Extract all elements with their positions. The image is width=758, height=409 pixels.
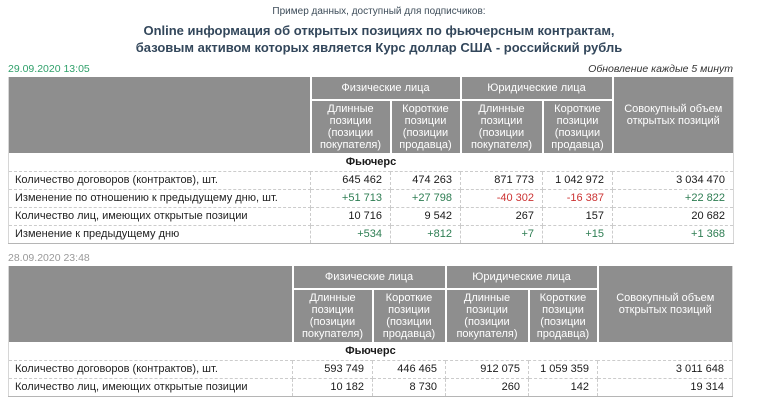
value-cell: 267	[461, 207, 543, 225]
row-label: Количество договоров (контрактов), шт.	[9, 171, 311, 189]
table-body	[9, 153, 734, 244]
col-header-short-legal: Короткие позиции (позиции продавца)	[543, 100, 613, 153]
value-cell: 912 075	[446, 360, 529, 378]
row-label: Количество договоров (контрактов), шт.	[9, 360, 293, 378]
value-cell: 1 042 972	[543, 171, 613, 189]
section-label: Фьючерс	[9, 153, 734, 172]
value-cell: 10 182	[293, 378, 373, 396]
col-header-short-legal: Короткие позиции (позиции продавца)	[529, 289, 598, 342]
value-cell: +51 713	[311, 189, 391, 207]
value-cell: 142	[529, 378, 598, 396]
value-cell: +15	[543, 225, 613, 243]
group-header-individuals: Физические лица	[311, 77, 461, 100]
row-label: Количество лиц, имеющих открытые позиции	[9, 207, 311, 225]
table-row	[9, 360, 733, 378]
col-header-long-individuals: Длинные позиции (позиции покупателя)	[311, 100, 391, 153]
table-row	[9, 378, 733, 396]
value-cell: -40 302	[461, 189, 543, 207]
value-cell: 9 542	[391, 207, 461, 225]
col-header-short-individuals: Короткие позиции (позиции продавца)	[373, 289, 446, 342]
page-title-line1: Online информация об открытых позициях по фьючерсным контрактам,	[143, 23, 615, 38]
row-label: Количество лиц, имеющих открытые позиции	[9, 378, 293, 396]
value-cell: +1 368	[613, 225, 734, 243]
table-row	[9, 207, 734, 225]
subscribers-note: Пример данных, доступный для подписчиков:	[272, 6, 486, 17]
value-cell: +7	[461, 225, 543, 243]
value-cell: 474 263	[391, 171, 461, 189]
page-title	[0, 23, 758, 57]
section-label: Фьючерс	[9, 342, 733, 361]
value-cell: -16 387	[543, 189, 613, 207]
value-cell: +812	[391, 225, 461, 243]
group-header-legal: Юридические лица	[446, 266, 598, 289]
total-open-positions-header: Совокупный объем открытых позиций	[613, 77, 734, 153]
positions-table-current	[8, 77, 734, 244]
value-cell: 20 682	[613, 207, 734, 225]
value-cell: 645 462	[311, 171, 391, 189]
page-title-line2: базовым активом которых является Курс доллар США - российский рубль	[135, 39, 623, 55]
value-cell: 8 730	[373, 378, 446, 396]
value-cell: 260	[446, 378, 529, 396]
table-row	[9, 171, 734, 189]
corner-cell	[9, 266, 293, 342]
row-label: Изменение к предыдущему дню	[9, 225, 311, 243]
table-row	[9, 189, 734, 207]
group-header-legal: Юридические лица	[461, 77, 613, 100]
table-head	[9, 77, 734, 153]
col-header-short-individuals: Короткие позиции (позиции продавца)	[391, 100, 461, 153]
value-cell: 446 465	[373, 360, 446, 378]
table-body	[9, 342, 733, 397]
value-cell: +27 798	[391, 189, 461, 207]
section-row	[9, 153, 734, 172]
status-row	[8, 63, 733, 76]
value-cell: 19 314	[598, 378, 733, 396]
corner-cell	[9, 77, 311, 153]
section-row	[9, 342, 733, 361]
total-open-positions-header: Совокупный объем открытых позиций	[598, 266, 733, 342]
col-header-long-individuals: Длинные позиции (позиции покупателя)	[293, 289, 373, 342]
update-interval-note: Обновление каждые 5 минут	[588, 62, 733, 75]
col-header-long-legal: Длинные позиции (позиции покупателя)	[446, 289, 529, 342]
timestamp-previous: 28.09.2020 23:48	[8, 251, 90, 264]
col-header-long-legal: Длинные позиции (позиции покупателя)	[461, 100, 543, 153]
value-cell: 593 749	[293, 360, 373, 378]
row-label: Изменение по отношению к предыдущему дню, шт.	[9, 189, 311, 207]
value-cell: 1 059 359	[529, 360, 598, 378]
value-cell: 3 011 648	[598, 360, 733, 378]
positions-table-previous	[8, 266, 733, 397]
table-head	[9, 266, 733, 342]
value-cell: +22 822	[613, 189, 734, 207]
table-row	[9, 225, 734, 243]
value-cell: 157	[543, 207, 613, 225]
timestamp-current: 29.09.2020 13:05	[8, 62, 90, 75]
value-cell: 3 034 470	[613, 171, 734, 189]
value-cell: 10 716	[311, 207, 391, 225]
value-cell: +534	[311, 225, 391, 243]
group-header-individuals: Физические лица	[293, 266, 446, 289]
value-cell: 871 773	[461, 171, 543, 189]
